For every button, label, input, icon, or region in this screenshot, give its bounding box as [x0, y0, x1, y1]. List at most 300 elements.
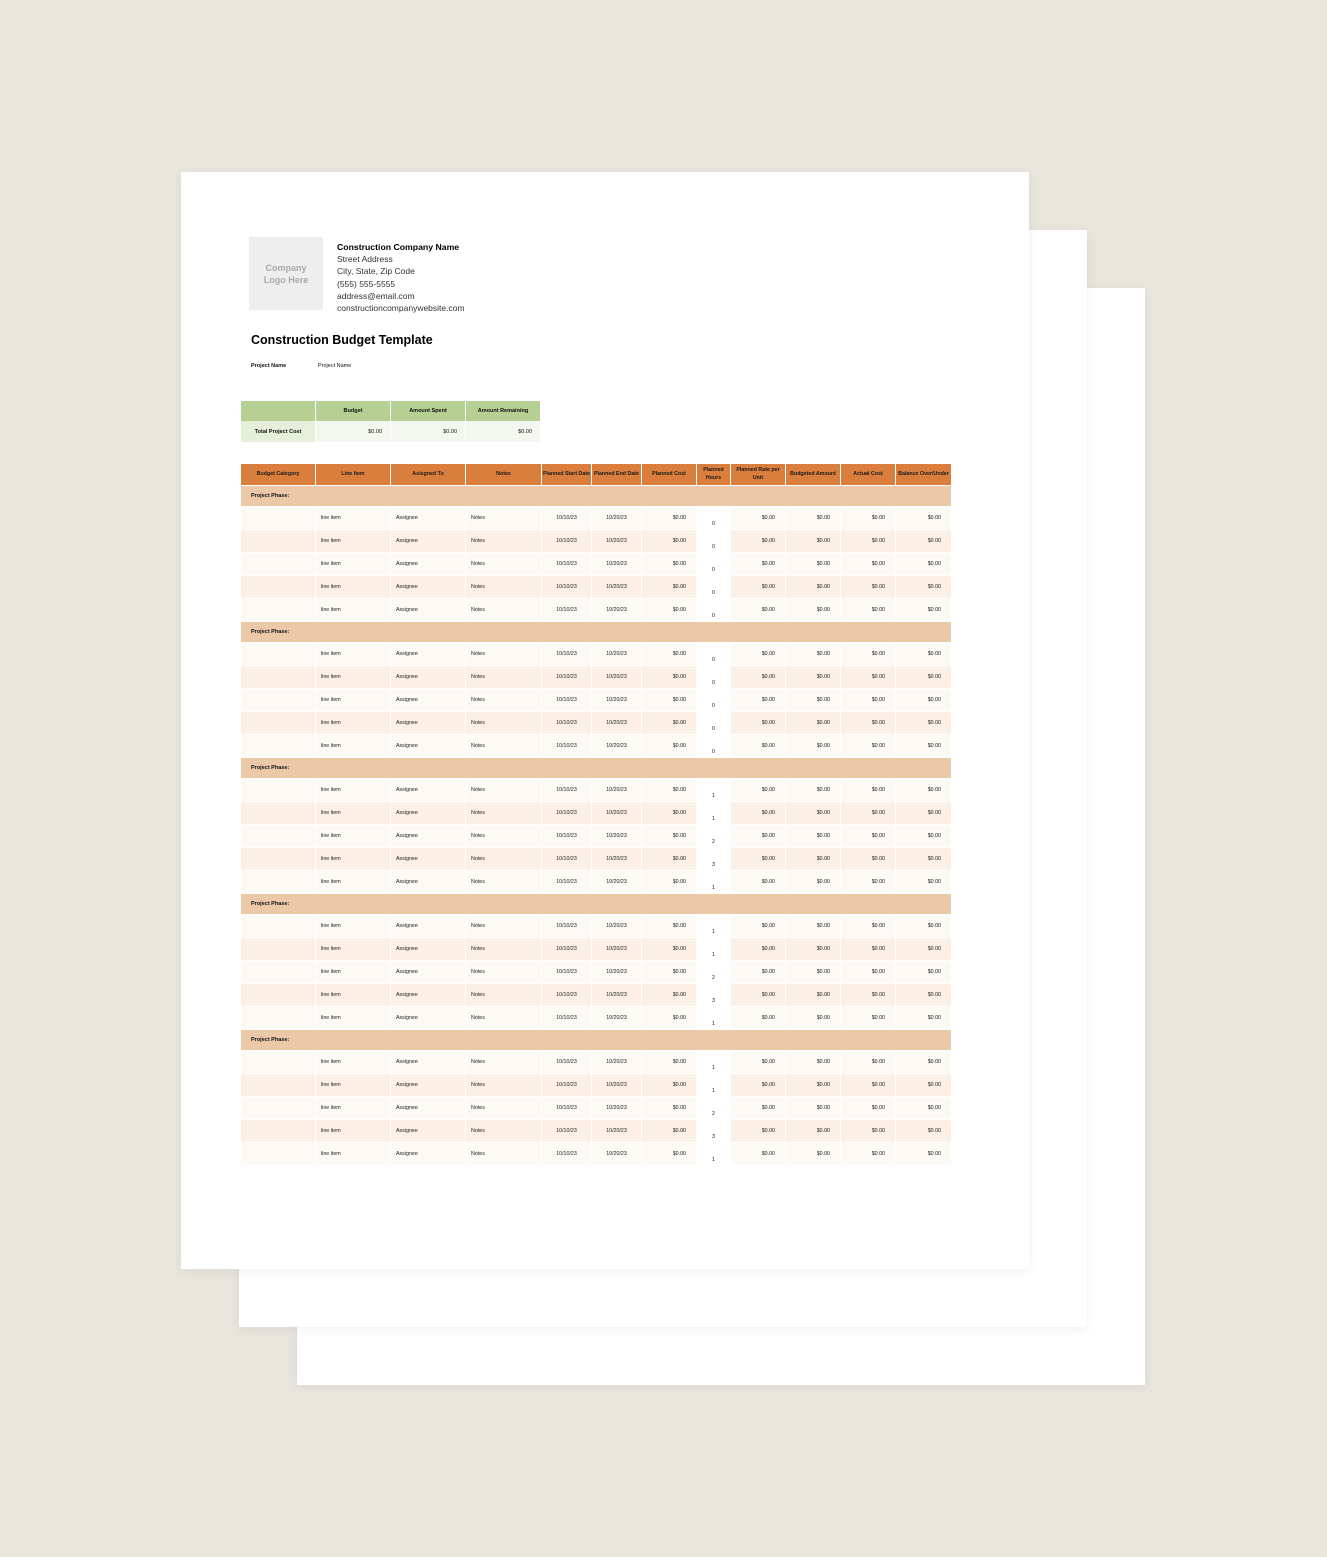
cell-item[interactable]: line item [316, 1142, 390, 1165]
cell-start[interactable]: 10/10/23 [542, 711, 591, 734]
cell-balance[interactable]: $0.00 [896, 914, 951, 937]
cell-end[interactable]: 10/20/23 [592, 1073, 641, 1096]
cell-notes[interactable]: Notes [466, 598, 541, 621]
cell-end[interactable]: 10/20/23 [592, 598, 641, 621]
cell-cost[interactable]: $0.00 [642, 914, 696, 937]
cell-actual[interactable]: $0.00 [841, 665, 895, 688]
cell-assignee[interactable]: Assignee [391, 801, 465, 824]
cell-actual[interactable]: $0.00 [841, 598, 895, 621]
cell-balance[interactable]: $0.00 [896, 1119, 951, 1142]
cell-category[interactable] [241, 688, 315, 711]
cell-category[interactable] [241, 1142, 315, 1165]
cell-balance[interactable]: $0.00 [896, 575, 951, 598]
cell-category[interactable] [241, 734, 315, 757]
cell-budgeted[interactable]: $0.00 [786, 870, 840, 893]
cell-start[interactable]: 10/10/23 [542, 801, 591, 824]
cell-notes[interactable]: Notes [466, 960, 541, 983]
cell-hours[interactable]: 0 [697, 665, 730, 688]
cell-end[interactable]: 10/20/23 [592, 801, 641, 824]
cell-cost[interactable]: $0.00 [642, 778, 696, 801]
cell-cost[interactable]: $0.00 [642, 598, 696, 621]
cell-end[interactable]: 10/20/23 [592, 914, 641, 937]
cell-item[interactable]: line item [316, 1096, 390, 1119]
total-remaining-value[interactable]: $0.00 [466, 421, 540, 442]
cell-start[interactable]: 10/10/23 [542, 575, 591, 598]
cell-start[interactable]: 10/10/23 [542, 960, 591, 983]
cell-cost[interactable]: $0.00 [642, 688, 696, 711]
cell-item[interactable]: line item [316, 734, 390, 757]
cell-category[interactable] [241, 870, 315, 893]
cell-rate[interactable]: $0.00 [731, 870, 785, 893]
cell-rate[interactable]: $0.00 [731, 847, 785, 870]
cell-actual[interactable]: $0.00 [841, 1050, 895, 1073]
cell-rate[interactable]: $0.00 [731, 734, 785, 757]
cell-assignee[interactable]: Assignee [391, 983, 465, 1006]
cell-notes[interactable]: Notes [466, 711, 541, 734]
cell-actual[interactable]: $0.00 [841, 1119, 895, 1142]
cell-cost[interactable]: $0.00 [642, 870, 696, 893]
cell-hours[interactable]: 1 [697, 1073, 730, 1096]
cell-hours[interactable]: 0 [697, 529, 730, 552]
cell-hours[interactable]: 2 [697, 1096, 730, 1119]
cell-hours[interactable]: 0 [697, 734, 730, 757]
cell-item[interactable]: line item [316, 598, 390, 621]
cell-assignee[interactable]: Assignee [391, 734, 465, 757]
cell-budgeted[interactable]: $0.00 [786, 824, 840, 847]
cell-cost[interactable]: $0.00 [642, 529, 696, 552]
cell-rate[interactable]: $0.00 [731, 1006, 785, 1029]
cell-item[interactable]: line item [316, 529, 390, 552]
cell-assignee[interactable]: Assignee [391, 1142, 465, 1165]
cell-budgeted[interactable]: $0.00 [786, 914, 840, 937]
cell-notes[interactable]: Notes [466, 824, 541, 847]
cell-hours[interactable]: 1 [697, 870, 730, 893]
cell-rate[interactable]: $0.00 [731, 824, 785, 847]
cell-hours[interactable]: 2 [697, 960, 730, 983]
cell-budgeted[interactable]: $0.00 [786, 642, 840, 665]
cell-hours[interactable]: 1 [697, 1006, 730, 1029]
cell-assignee[interactable]: Assignee [391, 552, 465, 575]
cell-budgeted[interactable]: $0.00 [786, 734, 840, 757]
cell-end[interactable]: 10/20/23 [592, 529, 641, 552]
cell-item[interactable]: line item [316, 1073, 390, 1096]
cell-actual[interactable]: $0.00 [841, 937, 895, 960]
cell-balance[interactable]: $0.00 [896, 552, 951, 575]
cell-cost[interactable]: $0.00 [642, 575, 696, 598]
cell-actual[interactable]: $0.00 [841, 734, 895, 757]
cell-category[interactable] [241, 598, 315, 621]
cell-end[interactable]: 10/20/23 [592, 711, 641, 734]
cell-hours[interactable]: 0 [697, 711, 730, 734]
cell-item[interactable]: line item [316, 847, 390, 870]
cell-rate[interactable]: $0.00 [731, 711, 785, 734]
cell-notes[interactable]: Notes [466, 529, 541, 552]
cell-notes[interactable]: Notes [466, 914, 541, 937]
cell-category[interactable] [241, 642, 315, 665]
cell-actual[interactable]: $0.00 [841, 711, 895, 734]
cell-assignee[interactable]: Assignee [391, 598, 465, 621]
cell-cost[interactable]: $0.00 [642, 665, 696, 688]
cell-start[interactable]: 10/10/23 [542, 1096, 591, 1119]
cell-balance[interactable]: $0.00 [896, 983, 951, 1006]
cell-assignee[interactable]: Assignee [391, 711, 465, 734]
cell-rate[interactable]: $0.00 [731, 1050, 785, 1073]
cell-category[interactable] [241, 575, 315, 598]
cell-assignee[interactable]: Assignee [391, 870, 465, 893]
cell-start[interactable]: 10/10/23 [542, 847, 591, 870]
cell-rate[interactable]: $0.00 [731, 688, 785, 711]
total-spent-value[interactable]: $0.00 [391, 421, 465, 442]
cell-item[interactable]: line item [316, 937, 390, 960]
cell-balance[interactable]: $0.00 [896, 870, 951, 893]
cell-notes[interactable]: Notes [466, 801, 541, 824]
cell-start[interactable]: 10/10/23 [542, 1050, 591, 1073]
cell-item[interactable]: line item [316, 552, 390, 575]
cell-actual[interactable]: $0.00 [841, 870, 895, 893]
cell-start[interactable]: 10/10/23 [542, 1073, 591, 1096]
cell-actual[interactable]: $0.00 [841, 1073, 895, 1096]
cell-item[interactable]: line item [316, 870, 390, 893]
cell-end[interactable]: 10/20/23 [592, 506, 641, 529]
cell-budgeted[interactable]: $0.00 [786, 1073, 840, 1096]
cell-item[interactable]: line item [316, 914, 390, 937]
cell-end[interactable]: 10/20/23 [592, 734, 641, 757]
cell-end[interactable]: 10/20/23 [592, 937, 641, 960]
cell-assignee[interactable]: Assignee [391, 1006, 465, 1029]
cell-notes[interactable]: Notes [466, 937, 541, 960]
cell-actual[interactable]: $0.00 [841, 960, 895, 983]
cell-end[interactable]: 10/20/23 [592, 1096, 641, 1119]
cell-actual[interactable]: $0.00 [841, 1006, 895, 1029]
cell-notes[interactable]: Notes [466, 983, 541, 1006]
cell-start[interactable]: 10/10/23 [542, 983, 591, 1006]
cell-budgeted[interactable]: $0.00 [786, 711, 840, 734]
cell-start[interactable]: 10/10/23 [542, 688, 591, 711]
cell-hours[interactable]: 0 [697, 688, 730, 711]
cell-actual[interactable]: $0.00 [841, 778, 895, 801]
cell-hours[interactable]: 1 [697, 937, 730, 960]
cell-rate[interactable]: $0.00 [731, 983, 785, 1006]
cell-rate[interactable]: $0.00 [731, 914, 785, 937]
cell-start[interactable]: 10/10/23 [542, 1119, 591, 1142]
cell-item[interactable]: line item [316, 1119, 390, 1142]
cell-notes[interactable]: Notes [466, 575, 541, 598]
cell-notes[interactable]: Notes [466, 847, 541, 870]
cell-item[interactable]: line item [316, 1050, 390, 1073]
cell-balance[interactable]: $0.00 [896, 529, 951, 552]
cell-assignee[interactable]: Assignee [391, 1096, 465, 1119]
cell-budgeted[interactable]: $0.00 [786, 506, 840, 529]
cell-cost[interactable]: $0.00 [642, 847, 696, 870]
cell-item[interactable]: line item [316, 960, 390, 983]
cell-rate[interactable]: $0.00 [731, 552, 785, 575]
cell-category[interactable] [241, 665, 315, 688]
cell-balance[interactable]: $0.00 [896, 1050, 951, 1073]
cell-rate[interactable]: $0.00 [731, 937, 785, 960]
cell-assignee[interactable]: Assignee [391, 778, 465, 801]
cell-category[interactable] [241, 552, 315, 575]
cell-assignee[interactable]: Assignee [391, 1073, 465, 1096]
cell-balance[interactable]: $0.00 [896, 960, 951, 983]
cell-end[interactable]: 10/20/23 [592, 575, 641, 598]
cell-cost[interactable]: $0.00 [642, 801, 696, 824]
cell-rate[interactable]: $0.00 [731, 665, 785, 688]
cell-cost[interactable]: $0.00 [642, 1050, 696, 1073]
cell-actual[interactable]: $0.00 [841, 847, 895, 870]
project-name-value[interactable]: Project Name [318, 363, 352, 369]
cell-actual[interactable]: $0.00 [841, 1142, 895, 1165]
cell-assignee[interactable]: Assignee [391, 960, 465, 983]
cell-item[interactable]: line item [316, 801, 390, 824]
cell-item[interactable]: line item [316, 642, 390, 665]
cell-start[interactable]: 10/10/23 [542, 529, 591, 552]
cell-notes[interactable]: Notes [466, 1096, 541, 1119]
cell-end[interactable]: 10/20/23 [592, 642, 641, 665]
cell-actual[interactable]: $0.00 [841, 983, 895, 1006]
cell-rate[interactable]: $0.00 [731, 1119, 785, 1142]
cell-cost[interactable]: $0.00 [642, 1119, 696, 1142]
cell-budgeted[interactable]: $0.00 [786, 575, 840, 598]
cell-balance[interactable]: $0.00 [896, 937, 951, 960]
cell-rate[interactable]: $0.00 [731, 1142, 785, 1165]
cell-end[interactable]: 10/20/23 [592, 665, 641, 688]
cell-budgeted[interactable]: $0.00 [786, 598, 840, 621]
cell-cost[interactable]: $0.00 [642, 1096, 696, 1119]
cell-category[interactable] [241, 960, 315, 983]
cell-actual[interactable]: $0.00 [841, 506, 895, 529]
cell-budgeted[interactable]: $0.00 [786, 1096, 840, 1119]
cell-notes[interactable]: Notes [466, 734, 541, 757]
cell-category[interactable] [241, 778, 315, 801]
cell-actual[interactable]: $0.00 [841, 801, 895, 824]
cell-start[interactable]: 10/10/23 [542, 1142, 591, 1165]
cell-item[interactable]: line item [316, 1006, 390, 1029]
cell-start[interactable]: 10/10/23 [542, 1006, 591, 1029]
cell-notes[interactable]: Notes [466, 1119, 541, 1142]
cell-end[interactable]: 10/20/23 [592, 824, 641, 847]
cell-balance[interactable]: $0.00 [896, 711, 951, 734]
cell-balance[interactable]: $0.00 [896, 665, 951, 688]
cell-category[interactable] [241, 824, 315, 847]
cell-end[interactable]: 10/20/23 [592, 1050, 641, 1073]
cell-actual[interactable]: $0.00 [841, 575, 895, 598]
cell-rate[interactable]: $0.00 [731, 529, 785, 552]
cell-category[interactable] [241, 937, 315, 960]
cell-start[interactable]: 10/10/23 [542, 598, 591, 621]
total-budget-value[interactable]: $0.00 [316, 421, 390, 442]
cell-balance[interactable]: $0.00 [896, 801, 951, 824]
cell-cost[interactable]: $0.00 [642, 1142, 696, 1165]
cell-category[interactable] [241, 1119, 315, 1142]
cell-assignee[interactable]: Assignee [391, 914, 465, 937]
cell-cost[interactable]: $0.00 [642, 711, 696, 734]
cell-notes[interactable]: Notes [466, 1050, 541, 1073]
cell-hours[interactable]: 3 [697, 847, 730, 870]
cell-hours[interactable]: 0 [697, 598, 730, 621]
cell-notes[interactable]: Notes [466, 642, 541, 665]
cell-item[interactable]: line item [316, 778, 390, 801]
cell-balance[interactable]: $0.00 [896, 734, 951, 757]
cell-category[interactable] [241, 914, 315, 937]
cell-category[interactable] [241, 983, 315, 1006]
cell-hours[interactable]: 0 [697, 642, 730, 665]
cell-actual[interactable]: $0.00 [841, 824, 895, 847]
cell-actual[interactable]: $0.00 [841, 529, 895, 552]
cell-cost[interactable]: $0.00 [642, 642, 696, 665]
cell-rate[interactable]: $0.00 [731, 642, 785, 665]
cell-notes[interactable]: Notes [466, 506, 541, 529]
cell-rate[interactable]: $0.00 [731, 801, 785, 824]
cell-item[interactable]: line item [316, 824, 390, 847]
cell-cost[interactable]: $0.00 [642, 960, 696, 983]
cell-rate[interactable]: $0.00 [731, 778, 785, 801]
cell-hours[interactable]: 3 [697, 983, 730, 1006]
cell-start[interactable]: 10/10/23 [542, 778, 591, 801]
cell-rate[interactable]: $0.00 [731, 1096, 785, 1119]
cell-balance[interactable]: $0.00 [896, 506, 951, 529]
cell-budgeted[interactable]: $0.00 [786, 937, 840, 960]
cell-budgeted[interactable]: $0.00 [786, 529, 840, 552]
cell-budgeted[interactable]: $0.00 [786, 983, 840, 1006]
cell-balance[interactable]: $0.00 [896, 1142, 951, 1165]
cell-notes[interactable]: Notes [466, 688, 541, 711]
cell-hours[interactable]: 1 [697, 1050, 730, 1073]
cell-budgeted[interactable]: $0.00 [786, 688, 840, 711]
cell-balance[interactable]: $0.00 [896, 778, 951, 801]
cell-assignee[interactable]: Assignee [391, 1050, 465, 1073]
cell-budgeted[interactable]: $0.00 [786, 960, 840, 983]
cell-item[interactable]: line item [316, 575, 390, 598]
cell-budgeted[interactable]: $0.00 [786, 847, 840, 870]
cell-cost[interactable]: $0.00 [642, 824, 696, 847]
cell-end[interactable]: 10/20/23 [592, 1119, 641, 1142]
cell-category[interactable] [241, 529, 315, 552]
cell-rate[interactable]: $0.00 [731, 575, 785, 598]
cell-category[interactable] [241, 1073, 315, 1096]
cell-hours[interactable]: 1 [697, 1142, 730, 1165]
cell-start[interactable]: 10/10/23 [542, 552, 591, 575]
cell-hours[interactable]: 0 [697, 575, 730, 598]
cell-item[interactable]: line item [316, 506, 390, 529]
cell-actual[interactable]: $0.00 [841, 642, 895, 665]
cell-notes[interactable]: Notes [466, 1006, 541, 1029]
cell-cost[interactable]: $0.00 [642, 983, 696, 1006]
cell-category[interactable] [241, 711, 315, 734]
cell-balance[interactable]: $0.00 [896, 598, 951, 621]
cell-cost[interactable]: $0.00 [642, 1006, 696, 1029]
cell-budgeted[interactable]: $0.00 [786, 1119, 840, 1142]
cell-assignee[interactable]: Assignee [391, 824, 465, 847]
cell-assignee[interactable]: Assignee [391, 1119, 465, 1142]
cell-rate[interactable]: $0.00 [731, 506, 785, 529]
cell-end[interactable]: 10/20/23 [592, 983, 641, 1006]
cell-item[interactable]: line item [316, 688, 390, 711]
cell-rate[interactable]: $0.00 [731, 1073, 785, 1096]
cell-budgeted[interactable]: $0.00 [786, 801, 840, 824]
cell-assignee[interactable]: Assignee [391, 847, 465, 870]
cell-balance[interactable]: $0.00 [896, 1073, 951, 1096]
cell-notes[interactable]: Notes [466, 665, 541, 688]
cell-start[interactable]: 10/10/23 [542, 734, 591, 757]
cell-hours[interactable]: 1 [697, 914, 730, 937]
cell-assignee[interactable]: Assignee [391, 665, 465, 688]
cell-start[interactable]: 10/10/23 [542, 506, 591, 529]
cell-assignee[interactable]: Assignee [391, 529, 465, 552]
cell-category[interactable] [241, 1050, 315, 1073]
cell-category[interactable] [241, 1006, 315, 1029]
cell-hours[interactable]: 0 [697, 506, 730, 529]
cell-actual[interactable]: $0.00 [841, 914, 895, 937]
cell-cost[interactable]: $0.00 [642, 734, 696, 757]
cell-hours[interactable]: 3 [697, 1119, 730, 1142]
cell-hours[interactable]: 1 [697, 778, 730, 801]
cell-category[interactable] [241, 506, 315, 529]
cell-hours[interactable]: 1 [697, 801, 730, 824]
cell-rate[interactable]: $0.00 [731, 960, 785, 983]
cell-balance[interactable]: $0.00 [896, 847, 951, 870]
cell-assignee[interactable]: Assignee [391, 688, 465, 711]
cell-budgeted[interactable]: $0.00 [786, 1006, 840, 1029]
cell-start[interactable]: 10/10/23 [542, 642, 591, 665]
cell-budgeted[interactable]: $0.00 [786, 552, 840, 575]
cell-actual[interactable]: $0.00 [841, 688, 895, 711]
cell-hours[interactable]: 0 [697, 552, 730, 575]
cell-category[interactable] [241, 847, 315, 870]
cell-cost[interactable]: $0.00 [642, 506, 696, 529]
cell-hours[interactable]: 2 [697, 824, 730, 847]
cell-start[interactable]: 10/10/23 [542, 914, 591, 937]
cell-balance[interactable]: $0.00 [896, 1006, 951, 1029]
cell-start[interactable]: 10/10/23 [542, 665, 591, 688]
cell-actual[interactable]: $0.00 [841, 552, 895, 575]
cell-end[interactable]: 10/20/23 [592, 552, 641, 575]
cell-notes[interactable]: Notes [466, 778, 541, 801]
cell-end[interactable]: 10/20/23 [592, 778, 641, 801]
cell-notes[interactable]: Notes [466, 1073, 541, 1096]
cell-category[interactable] [241, 801, 315, 824]
cell-notes[interactable]: Notes [466, 870, 541, 893]
cell-end[interactable]: 10/20/23 [592, 688, 641, 711]
cell-end[interactable]: 10/20/23 [592, 960, 641, 983]
cell-category[interactable] [241, 1096, 315, 1119]
cell-assignee[interactable]: Assignee [391, 642, 465, 665]
cell-cost[interactable]: $0.00 [642, 1073, 696, 1096]
cell-end[interactable]: 10/20/23 [592, 1006, 641, 1029]
cell-balance[interactable]: $0.00 [896, 824, 951, 847]
cell-item[interactable]: line item [316, 983, 390, 1006]
cell-budgeted[interactable]: $0.00 [786, 778, 840, 801]
cell-start[interactable]: 10/10/23 [542, 937, 591, 960]
cell-budgeted[interactable]: $0.00 [786, 1142, 840, 1165]
cell-budgeted[interactable]: $0.00 [786, 1050, 840, 1073]
cell-assignee[interactable]: Assignee [391, 506, 465, 529]
cell-balance[interactable]: $0.00 [896, 688, 951, 711]
cell-cost[interactable]: $0.00 [642, 552, 696, 575]
cell-item[interactable]: line item [316, 665, 390, 688]
cell-notes[interactable]: Notes [466, 1142, 541, 1165]
cell-end[interactable]: 10/20/23 [592, 870, 641, 893]
cell-end[interactable]: 10/20/23 [592, 847, 641, 870]
cell-budgeted[interactable]: $0.00 [786, 665, 840, 688]
cell-cost[interactable]: $0.00 [642, 937, 696, 960]
cell-balance[interactable]: $0.00 [896, 1096, 951, 1119]
cell-rate[interactable]: $0.00 [731, 598, 785, 621]
cell-actual[interactable]: $0.00 [841, 1096, 895, 1119]
cell-assignee[interactable]: Assignee [391, 575, 465, 598]
cell-assignee[interactable]: Assignee [391, 937, 465, 960]
cell-start[interactable]: 10/10/23 [542, 824, 591, 847]
cell-balance[interactable]: $0.00 [896, 642, 951, 665]
